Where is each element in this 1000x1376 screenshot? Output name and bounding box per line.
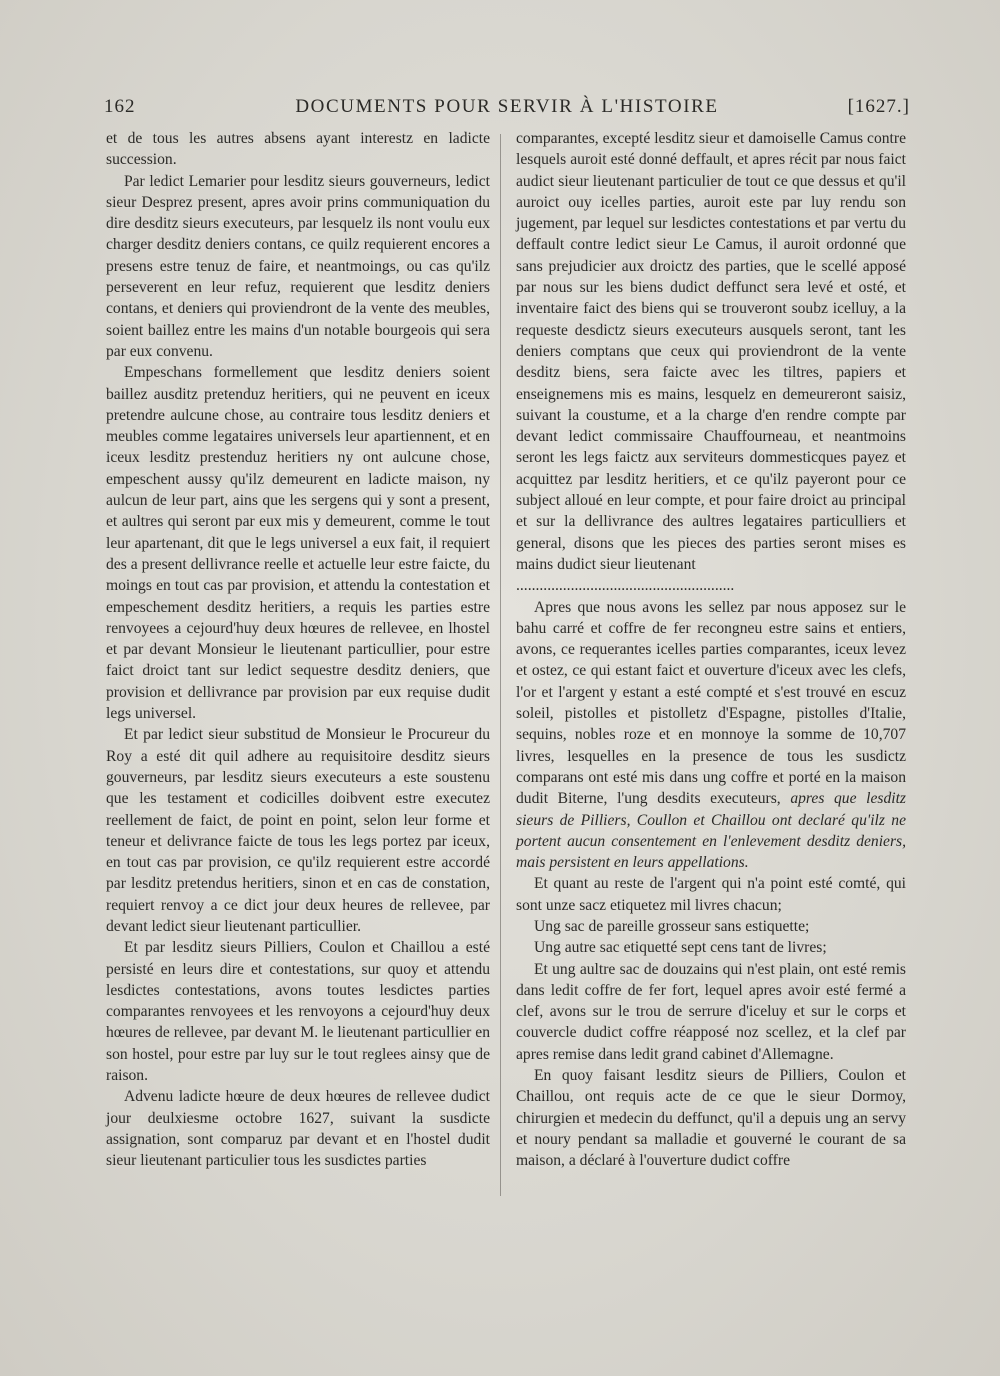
right-paragraph-2-italic: apres que lesditz sieurs de Pilliers, Coullon et Chaillou ont declaré qu'ilz ne portent aucun consentement en l'enlevement desditz deniers, mais persistent en leurs appellations. xyxy=(516,790,906,872)
left-paragraph-5: Et par lesditz sieurs Pilliers, Coulon et Chaillou a esté persisté en leurs dire et contestations, sur quoy et attendu lesdictes contestations, avons toutes lesdictes parties comparantes renvoyees et les renvoyons a cejourd'huy deux hœures de rellevee, par devant M. le lieutenant particullier en son hostel, pour estre par luy sur le tout reglees ainsy que de raison. xyxy=(106,939,490,1085)
right-paragraph-2 xyxy=(516,597,906,874)
running-head xyxy=(104,96,910,126)
right-paragraph-2-text: Apres que nous avons les sellez par nous apposez sur le bahu carré et coffre de fer recongneu estre sains et entiers, avons, ce requerantes icelles parties comparantes, iceux levez et ostez, ce qui estant faict et ouverture d'iceux avec les clefs, l'or et l'argent y estant a esté compté et s'est trouvé en escuz soleil, pistolles et pistolletz d'Espagne, pistolles d'Italie, sequins, nobles roze et en monnoye la somme de 10,707 livres, lesquelles en la presence de tous les susdictz comparans ont esté mis dans ung coffre et porté en la maison dudit Biterne, l'ung desdits executeurs, xyxy=(516,598,906,808)
column-divider xyxy=(500,134,501,1196)
right-paragraph-4: Ung sac de pareille grosseur sans estiquette; xyxy=(533,917,810,935)
right-paragraph-3: Et quant au reste de l'argent qui n'a point esté comté, qui sont unze sacz etiquetez mil livres chacun; xyxy=(516,875,906,914)
right-column xyxy=(516,128,906,1172)
left-column xyxy=(106,128,490,1172)
running-year: [1627.] xyxy=(847,96,910,117)
right-paragraph-5: Ung autre sac etiquetté sept cens tant de livres; xyxy=(533,939,827,957)
left-paragraph-3: Empeschans formellement que lesditz deniers soient baillez ausditz pretenduz heritiers, qui ne peuvent en iceux pretendre aulcune chose, au contraire tous lesditz deniers et meubles comme legataires universels leur apartiennent, et en iceux lesditz prestenduz heritiers ny ont aulcune chose, empeschent aussy qu'ilz demeurent en ladicte maison, ny aulcun de leur part, ains que les sergens qui y sont a present, et aultres qui seront par eux mis y demeurent, comme le tout leur apartenant, dit que le legs universel a eux fait, il requiert des a present dellivrance reelle et actuelle leur estre faicte, du moings en tout cas par provision, et attendu la contestation et empeschement desditz heritiers, a requis les parties estre renvoyees a cejourd'huy deux hœures de rellevee, en lhostel et par devant Monsieur le lieutenant particullier, pour estre faict droict tant sur ledict sequestre desditz deniers, que provision et dellivrance par provision par eux requise dudit legs universel. xyxy=(106,364,490,723)
dotted-leader: ........................................................ xyxy=(516,577,735,595)
left-paragraph-2: Par ledict Lemarier pour lesditz sieurs gouverneurs, ledict sieur Desprez present, apres avoir prins communiquation du dire desditz sieurs executeurs, par lesquelz ils nont voulu eux charger desditz deniers contans, ce quilz requierent encores a presens estre tenuz de faire, et neantmoings, ou cas qu'ilz perseverent en leur refuz, requierent que lesditz deniers contans, et deniers qui proviendront de la vente des meubles, soient baillez entre les mains d'un notable bourgeois qui sera par eux convenu. xyxy=(106,172,490,360)
right-paragraph-6: Et ung aultre sac de douzains qui n'est plain, ont esté remis dans ledit coffre de fer fort, lequel apres avoir esté fermé a clef, avons sur le trou de serrure d'iceluy et sur le corps et couvercle dudict coffre réapposé noz scellez, et la clef par apres remise dans ledit grand cabinet d'Allemagne. xyxy=(516,960,906,1063)
right-paragraph-1: comparantes, excepté lesditz sieur et damoiselle Camus contre lesquels auroit esté donné deffault, et apres récit par nous faict audict sieur lieutenant particulier de tout ce que dessus et qu'il auroict ouy icelles parties, auroit este par luy rendu son jugement, par lequel sur lesdictes contestations et par vertu du deffault contre ledict sieur Le Camus, il auroit ordonné que sans prejudicier aux droictz des parties, que le scellé apposé par nous sur les biens dudict deffunct sera levé et osté, et inventaire faict des biens qui se trouveront soubz icelluy, a la requeste desdictz sieurs executeurs ausquels seront, tant les deniers comptans que ceux qui proviendront de la vente desditz biens, sera faicte avec les tiltres, papiers et enseignemens mis es mains, lesquelz en demeureront saisiz, suivant la coustume, et a la charge d'en rendre compte par devant ledict commissaire Chauffourneau, et neantmoins seront les legs faictz aux serviteurs dommesticques payez et acquittez par lesditz heritiers, et ce qu'ilz payeront pour ce subject alloué en leur compte, et pour faire droict au principal et sur la dellivrance des aultres legataires particulliers et general, disons que les pieces des parties seront mises es mains dudict sieur lieutenant xyxy=(516,130,906,573)
left-paragraph-1: et de tous les autres absens ayant interestz en ladicte succession. xyxy=(106,130,490,169)
running-title: DOCUMENTS POUR SERVIR À L'HISTOIRE xyxy=(295,96,719,117)
page-number: 162 xyxy=(104,96,136,117)
left-paragraph-6: Advenu ladicte hœure de deux hœures de rellevee dudict jour deulxiesme octobre 1627, suivant la susdicte assignation, sont comparuz par devant et en l'hostel dudit sieur lieutenant particulier tous les susdictes parties xyxy=(106,1088,490,1170)
right-paragraph-7: En quoy faisant lesditz sieurs de Pilliers, Coulon et Chaillou, ont requis acte de ce que le sieur Dormoy, chirurgien et medecin du deffunct, qu'il a depuis ung an servy et noury pendant sa malladie et gouverné le courant de sa maison, a déclaré à l'ouverture dudict coffre xyxy=(516,1067,906,1170)
left-paragraph-4: Et par ledict sieur substitud de Monsieur le Procureur du Roy a esté dit quil adhere au requisitoire desditz sieurs gouverneurs, par lesditz sieurs executeurs a este soustenu que les testament et codicilles doibvent estre executez reellement de faict, de point en point, selon leur forme et teneur et delivrance faicte de tous les legs portez par iceux, en tout cas par provision, ce qu'ilz requierent estre accordé par lesditz pretendus heritiers, sinon et en cas de constation, requiert renvoy a ce dict jour deux heures de rellevee, par devant ledict sieur lieutenant particullier. xyxy=(106,726,490,935)
